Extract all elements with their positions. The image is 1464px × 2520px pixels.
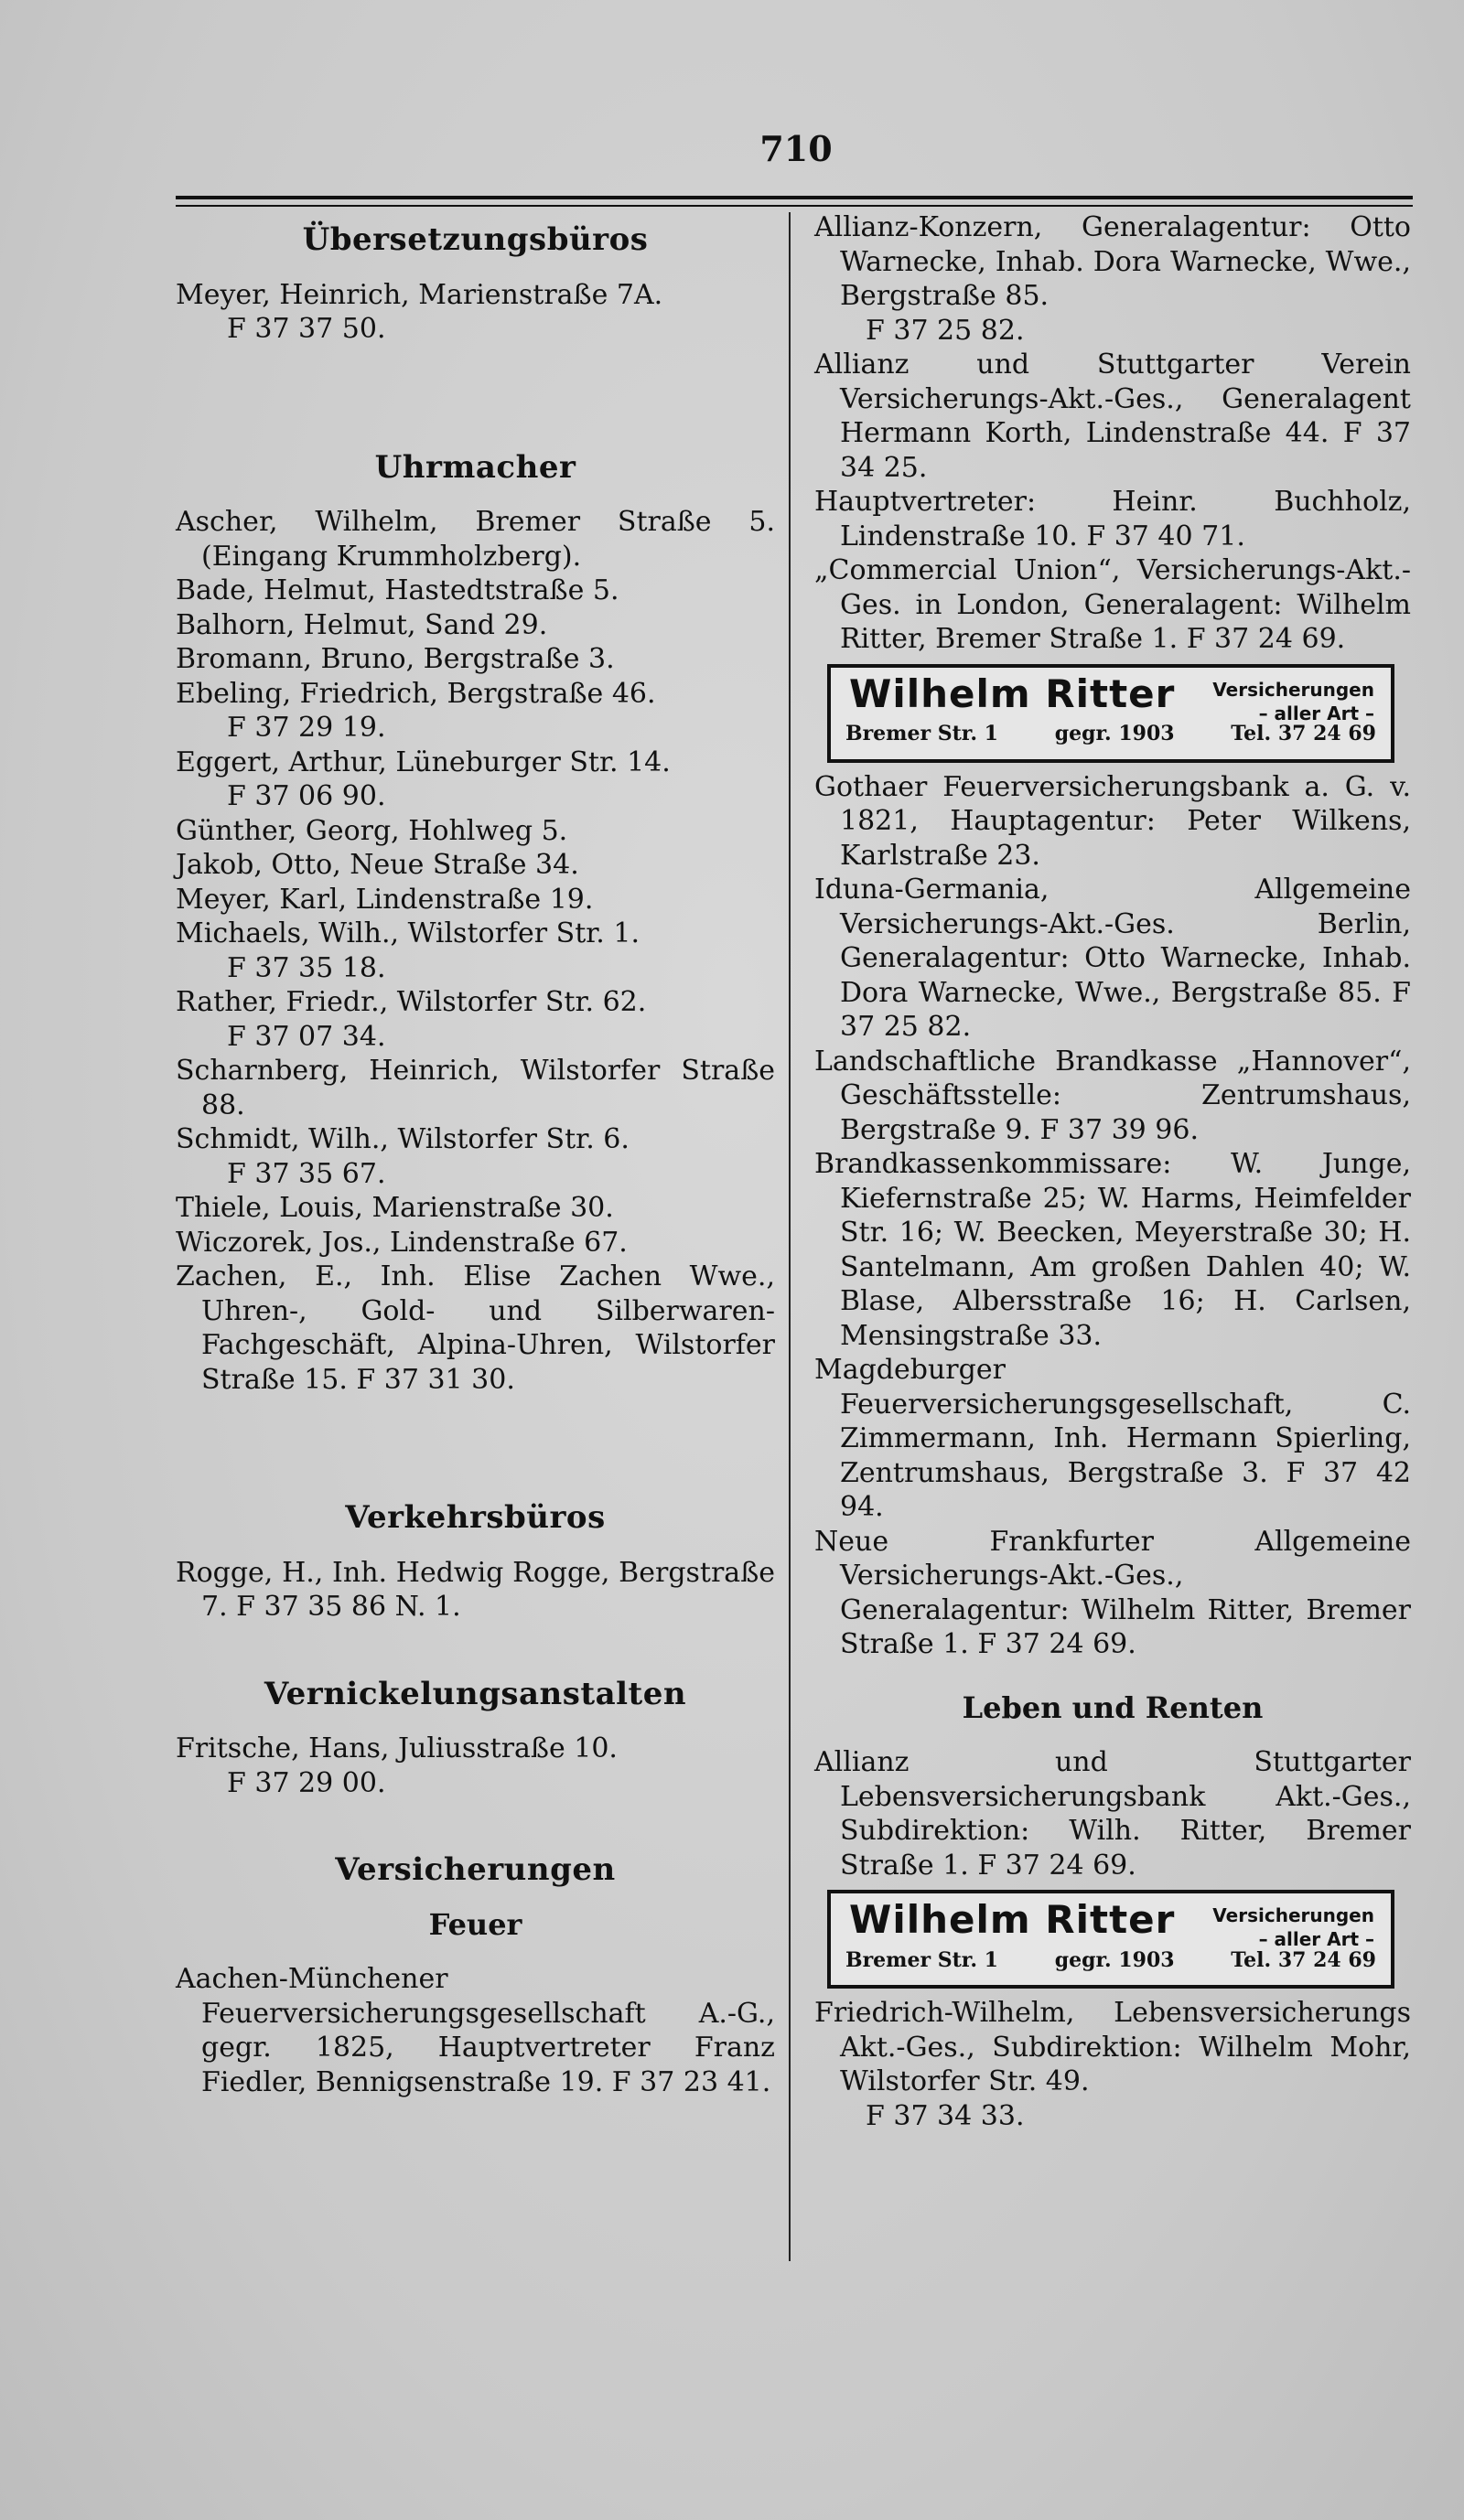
advertisement-box bbox=[827, 1890, 1394, 1989]
header-rule bbox=[176, 196, 1413, 199]
ad-founded: gegr. 1903 bbox=[1054, 722, 1175, 745]
list-item: Allianz und Stuttgarter Lebensversicherungsbank Akt.-Ges., Subdirektion: Wilh. Ritter, Bremer Straße 1. F 37 24 69. bbox=[814, 1746, 1411, 1882]
ad-footer bbox=[845, 717, 1376, 752]
section-heading: Uhrmacher bbox=[374, 448, 576, 486]
ad-company-name: Wilhelm Ritter bbox=[849, 1897, 1176, 1942]
ad-founded: gegr. 1903 bbox=[1054, 1947, 1175, 1972]
list-item: Michaels, Wilh., Wilstorfer Str. 1. F 37 35 18. bbox=[176, 917, 640, 984]
advertisement-box bbox=[827, 664, 1394, 763]
list-item: Hauptvertreter: Heinr. Buchholz, Lindenstraße 10. F 37 40 71. bbox=[814, 486, 1411, 552]
list-item: Neue Frankfurter Allgemeine Versicherungs-Akt.-Ges., Generalagentur: Wilhelm Ritter, Bremer Straße 1. F 37 24 69. bbox=[814, 1525, 1411, 1660]
list-item: „Commercial Union“, Versicherungs-Akt.-Ges. in London, Generalagent: Wilhelm Ritter, Bremer Straße 1. F 37 24 69. bbox=[814, 554, 1411, 655]
ad-footer bbox=[845, 1944, 1376, 1978]
list-item: Rogge, H., Inh. Hedwig Rogge, Bergstraße 7. F 37 35 86 N. 1. bbox=[176, 1556, 775, 1623]
list-item: Landschaftliche Brandkasse „Hannover“, Geschäftsstelle: Zentrumshaus, Bergstraße 9. F 37 39 96. bbox=[814, 1045, 1411, 1146]
section-heading: Versicherungen bbox=[335, 1851, 616, 1888]
list-item: Brandkassenkommissare: W. Junge, Kiefernstraße 25; W. Harms, Heimfelder Str. 16; W. Beecken, Meyerstraße 30; H. Santelmann, Am großen Dahlen 40; W. Blase, Albersstraße 16; H. Carlsen, Mensingstraße 33. bbox=[814, 1148, 1411, 1352]
list-item: Bade, Helmut, Hastedtstraße 5. bbox=[176, 574, 619, 606]
section-heading: Verkehrsbüros bbox=[345, 1499, 606, 1536]
list-item: Balhorn, Helmut, Sand 29. bbox=[176, 608, 548, 641]
ad-tagline: Versicherungen bbox=[1212, 678, 1374, 701]
ad-tagline-sub: – aller Art – bbox=[1258, 1928, 1374, 1950]
list-item: Aachen-Münchener Feuerversicherungsgesellschaft A.-G., gegr. 1825, Hauptvertreter Franz Fiedler, Bennigsenstraße 19. F 37 23 41. bbox=[176, 1963, 775, 2098]
list-item: Wiczorek, Jos., Lindenstraße 67. bbox=[176, 1226, 628, 1259]
ad-phone: Tel. 37 24 69 bbox=[1231, 722, 1376, 745]
list-item: Rather, Friedr., Wilstorfer Str. 62. F 37 07 34. bbox=[176, 986, 647, 1053]
list-item: Schmidt, Wilh., Wilstorfer Str. 6. F 37 35 67. bbox=[176, 1123, 630, 1190]
list-item: Friedrich-Wilhelm, Lebensversicherungs Akt.-Ges., Subdirektion: Wilhelm Mohr, Wilstorfer Str. 49. F 37 34 33. bbox=[814, 1997, 1411, 2132]
list-item: Fritsche, Hans, Juliusstraße 10. F 37 29 00. bbox=[176, 1732, 618, 1799]
header-rule-thin bbox=[176, 205, 1413, 207]
ad-tagline-sub: – aller Art – bbox=[1258, 702, 1374, 724]
page-number: 710 bbox=[759, 128, 833, 169]
list-item: Scharnberg, Heinrich, Wilstorfer Straße 88. bbox=[176, 1055, 775, 1121]
section-subheading: Feuer bbox=[428, 1906, 522, 1942]
section-heading: Übersetzungsbüros bbox=[302, 221, 649, 258]
column-divider bbox=[789, 212, 791, 2261]
ad-phone: Tel. 37 24 69 bbox=[1231, 1947, 1376, 1972]
list-item: Bromann, Bruno, Bergstraße 3. bbox=[176, 643, 615, 675]
ad-company-name: Wilhelm Ritter bbox=[849, 670, 1176, 716]
list-item: Zachen, E., Inh. Elise Zachen Wwe., Uhren-, Gold- und Silberwaren-Fachgeschäft, Alpina-Uhren, Wilstorfer Straße 15. F 37 31 30. bbox=[176, 1260, 775, 1396]
list-item: Meyer, Heinrich, Marienstraße 7A. F 37 37 50. bbox=[176, 278, 663, 345]
list-item: Jakob, Otto, Neue Straße 34. bbox=[176, 849, 579, 881]
section-heading: Vernickelungsanstalten bbox=[264, 1675, 687, 1712]
list-item: Ascher, Wilhelm, Bremer Straße 5. (Eingang Krummholzberg). bbox=[176, 506, 775, 573]
list-item: Günther, Georg, Hohlweg 5. bbox=[176, 814, 568, 847]
left-column bbox=[176, 210, 775, 2099]
ad-address: Bremer Str. 1 bbox=[845, 722, 998, 745]
list-item: Iduna-Germania, Allgemeine Versicherungs-Akt.-Ges. Berlin, Generalagentur: Otto Warnecke, Inhab. Dora Warnecke, Wwe., Bergstraße 85. F 37 25 82. bbox=[814, 874, 1411, 1043]
list-item: Thiele, Louis, Marienstraße 30. bbox=[176, 1192, 614, 1224]
ad-address: Bremer Str. 1 bbox=[845, 1947, 998, 1972]
list-item: Gothaer Feuerversicherungsbank a. G. v. 1821, Hauptagentur: Peter Wilkens, Karlstraße 23. bbox=[814, 770, 1411, 872]
list-item: Ebeling, Friedrich, Bergstraße 46. F 37 29 19. bbox=[176, 677, 656, 744]
list-item: Allianz und Stuttgarter Verein Versicherungs-Akt.-Ges., Generalagent Hermann Korth, Lindenstraße 44. F 37 34 25. bbox=[814, 349, 1411, 484]
list-item: Magdeburger Feuerversicherungsgesellschaft, C. Zimmermann, Inh. Hermann Spierling, Zentrumshaus, Bergstraße 3. F 37 42 94. bbox=[814, 1354, 1411, 1523]
ad-tagline: Versicherungen bbox=[1212, 1904, 1374, 1926]
right-column bbox=[814, 210, 1411, 2133]
section-subheading: Leben und Renten bbox=[962, 1689, 1264, 1725]
list-item: Meyer, Karl, Lindenstraße 19. bbox=[176, 883, 594, 916]
list-item: Allianz-Konzern, Generalagentur: Otto Warnecke, Inhab. Dora Warnecke, Wwe., Bergstraße 85. F 37 25 82. bbox=[814, 211, 1411, 347]
list-item: Eggert, Arthur, Lüneburger Str. 14. F 37 06 90. bbox=[176, 745, 671, 812]
